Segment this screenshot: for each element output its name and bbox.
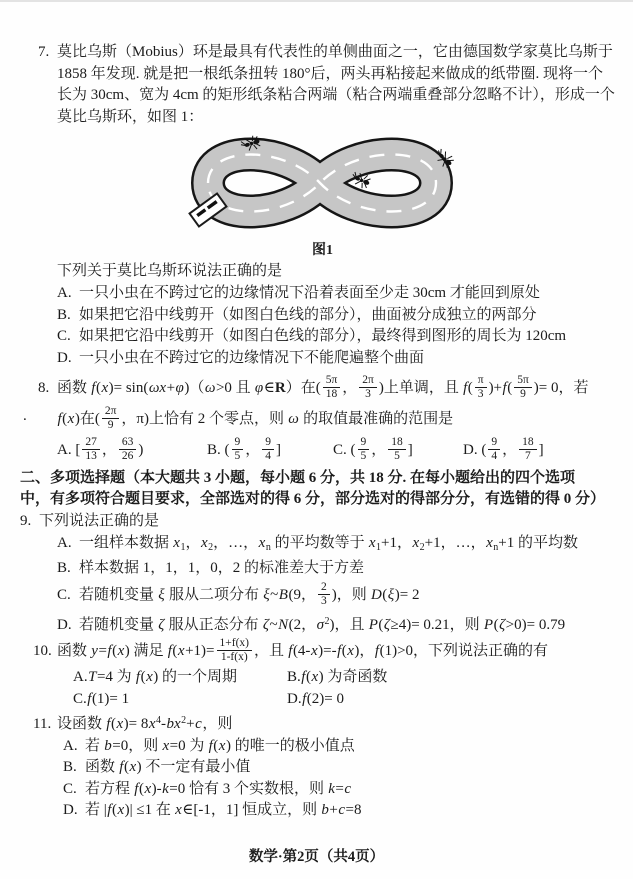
question-7-stem-line: [38, 42, 613, 64]
option-a: [57, 435, 207, 465]
question-number: 8.: [38, 380, 50, 397]
question-7-stem-line: 莫比乌斯环，如图 1：: [57, 108, 204, 125]
option-text: 若 |f(x)| ≤1 在 x∈[-1，1] 恒成立，则 b+c=8: [85, 802, 362, 819]
option-text: f(x) 为奇函数: [301, 668, 388, 685]
section-2-header: [20, 468, 607, 511]
option-text: T=4 为 f(x) 的一个周期: [88, 668, 237, 685]
option-label: D.: [57, 616, 72, 633]
mobius-strip-image: [163, 134, 483, 232]
option-text: [ $\frac{27}{13}$ ， $\frac{63}{26}$ ): [75, 436, 144, 462]
option-a: [57, 533, 607, 559]
option-d: [463, 435, 544, 465]
option-text: 一只小虫在不跨过它的边缘情况下不能爬遍整个曲面: [79, 349, 425, 366]
strip-surface: [208, 155, 436, 212]
option-label: B.: [207, 441, 221, 458]
figure-caption: 图1: [312, 243, 333, 259]
section-header-line: 中，有多项符合题目要求，全部选对的得 6 分，部分选对的得部分分，有选错的得 0 分）: [20, 491, 606, 508]
option-text: ( $\frac{9}{5}$ ， $\frac{18}{5}$ ]: [350, 436, 413, 462]
option-d: [57, 611, 607, 637]
question-10: [33, 636, 607, 710]
option-b: [57, 305, 607, 327]
option-text: f(1)= 1: [87, 690, 130, 707]
question-text: 下列说法正确的是: [39, 513, 160, 530]
option-b: [63, 757, 607, 779]
option-label: A.: [63, 737, 78, 754]
option-text: ( $\frac{9}{5}$ ， $\frac{9}{4}$ ]: [224, 436, 282, 462]
question-text: 设函数 $f(x)= 8x^4-bx^2+c$，则: [57, 715, 233, 733]
option-label: C.: [333, 441, 347, 458]
question-text: 莫比乌斯（Mobius）环是最具有代表性的单侧曲面之一，它由德国数学家莫比乌斯于: [57, 44, 613, 60]
option-label: A.: [73, 668, 88, 685]
option-a: [63, 736, 607, 758]
option-label: D.: [287, 690, 302, 707]
question-7-stem-line: 长为 30cm、宽为 4cm 的矩形纸条粘合两端（粘合两端重叠部分忽略不计），形成一个: [57, 87, 615, 104]
option-a: [73, 667, 287, 689]
option-text: f(2)= 0: [302, 690, 344, 707]
page-footer: 数学·第2页（共4页）: [248, 849, 385, 865]
option-label: B.: [287, 668, 301, 685]
option-text: 若 b=0，则 x=0 为 f(x) 的唯一的极小值点: [85, 737, 355, 754]
question-10-options: [73, 667, 607, 710]
option-c: [57, 326, 607, 348]
option-c: [63, 779, 607, 801]
option-label: C.: [73, 690, 87, 707]
option-label: C.: [57, 328, 71, 345]
option-b: [57, 558, 607, 580]
question-number: 7.: [38, 44, 50, 60]
option-text: ( $\frac{9}{4}$ ， $\frac{18}{7}$ ]: [481, 436, 544, 462]
question-text: 函数 f(x)= sin(ωx+φ)（ω>0 且 φ∈R）在( $\frac{5\pi}{18}$ ， $\frac{2\pi}{3}$ )上单调，且 f( $\frac{\pi}{3}$ )+f( $\frac{5\pi}{9}$ )= 0，若: [57, 374, 589, 401]
option-label: C.: [63, 780, 77, 797]
question-8-stem-line: [38, 373, 607, 404]
option-b: [207, 435, 333, 465]
option-text: 一组样本数据 $x_1$，$x_2$，…，$x_n$ 的平均数等于 $x_1+1$，$x_2+1$，…，$x_n+1$ 的平均数: [79, 534, 578, 553]
option-c: [57, 580, 607, 611]
option-label: B.: [63, 759, 77, 776]
option-a: [57, 283, 607, 305]
question-number: 10.: [33, 642, 52, 659]
option-d: [287, 689, 607, 711]
question-9-stem-line: [20, 511, 607, 533]
option-text: 如果把它沿中线剪开（如图白色线的部分），最终得到图形的周长为 120cm: [79, 328, 567, 345]
option-label: C.: [57, 586, 71, 603]
option-text: 若随机变量 ξ 服从二项分布 ξ~B(9， $\frac{2}{3}$ )，则 D(ξ)= 2: [79, 580, 420, 607]
question-text: f(x)在( $\frac{2\pi}{9}$ ，π)上恰有 2 个零点，则 ω 的取值最准确的范围是: [57, 405, 454, 431]
option-b: [287, 667, 607, 689]
question-7-prompt: 下列关于莫比乌斯环说法正确的是: [57, 263, 283, 280]
question-7: [38, 42, 615, 369]
option-c: [333, 435, 463, 465]
question-10-stem-line: [33, 636, 607, 667]
option-label: D.: [63, 802, 78, 819]
question-8-options: [57, 435, 607, 465]
option-label: D.: [463, 441, 478, 458]
question-9: [20, 511, 607, 636]
mobius-strip-figure: [153, 134, 493, 259]
option-text: 若随机变量 ζ 服从正态分布 ζ~N(2，$\sigma^2$)，且 P(ζ≥4)= 0.21，则 P(ζ>0)= 0.79: [79, 615, 566, 633]
option-label: A.: [57, 534, 72, 551]
question-7-stem-line: 1858 年发现. 就是把一根纸条扭转 180°后，两头再粘接起来做成的纸带圈. 现将一个: [57, 65, 604, 82]
option-d: [63, 800, 607, 822]
option-label: A.: [57, 441, 72, 458]
option-label: B.: [57, 560, 71, 577]
option-text: 如果把它沿中线剪开（如图白色线的部分），曲面被分成独立的两部分: [79, 306, 537, 323]
margin-dot: .: [23, 408, 27, 425]
question-11: [33, 710, 607, 822]
option-label: B.: [57, 306, 71, 323]
question-number: 11.: [33, 716, 52, 733]
question-8: [23, 373, 607, 465]
option-text: 函数 f(x) 不一定有最小值: [85, 759, 251, 776]
option-text: 若方程 f(x)-k=0 恰有 3 个实数根，则 k=c: [85, 780, 352, 797]
section-header-line: 二、多项选择题（本大题共 3 小题，每小题 6 分，共 18 分. 在每小题给出的四个选项: [20, 469, 576, 486]
question-11-stem-line: [33, 710, 607, 736]
question-8-stem-line: [23, 404, 607, 435]
option-text: 样本数据 1，1，1，0，2 的标准差大于方差: [79, 560, 365, 577]
question-text: 函数 y=f(x) 满足 f(x+1)= $\frac{1+f(x)}{1-f(x)}$ ，且 f(4-x)=-f(x)，f(1)>0，下列说法正确的有: [57, 637, 549, 664]
question-number: 9.: [20, 513, 32, 530]
option-c: [73, 689, 287, 711]
option-text: 一只小虫在不跨过它的边缘情况下沿着表面至少走 30cm 才能回到原处: [79, 284, 540, 301]
option-label: D.: [57, 349, 72, 366]
option-d: [57, 348, 607, 370]
option-label: A.: [57, 284, 72, 301]
